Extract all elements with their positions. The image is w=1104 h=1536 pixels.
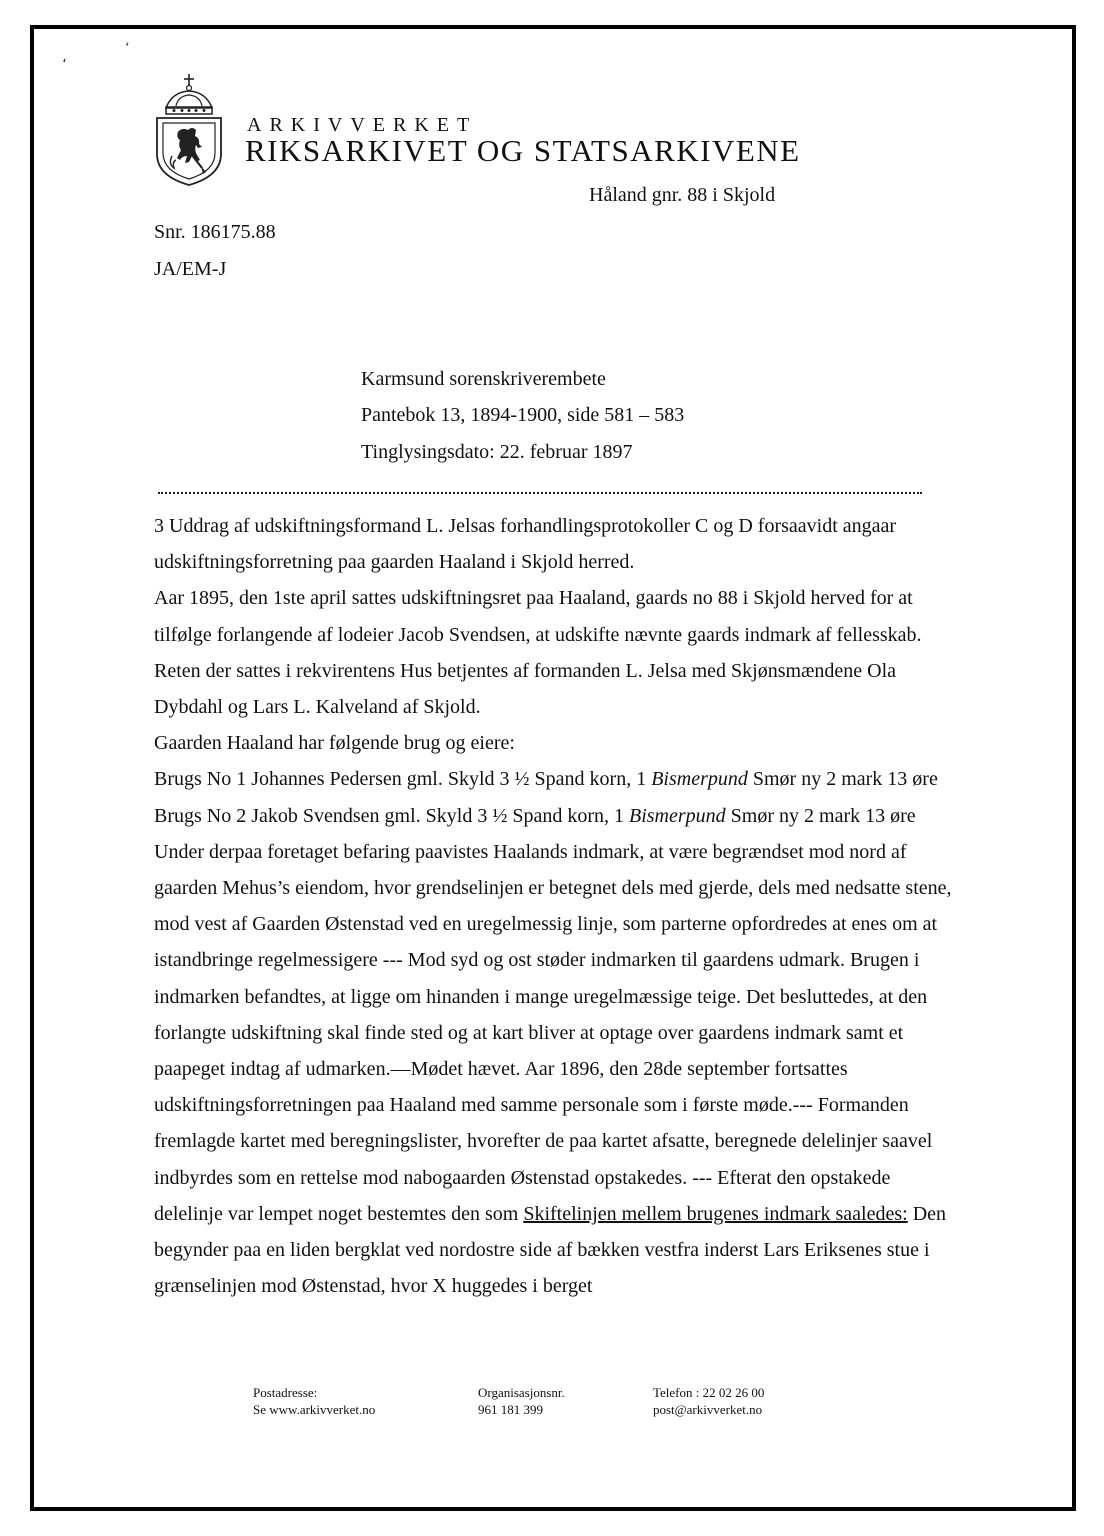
paragraph: Under derpaa foretaget befaring paavistes Haalands indmark, at være begrændset mod nord af gaarden Mehus’s eiendom, hvor grendselinjen er betegnet dels med gjerde, dels med nedsatte stene, mod vest af Gaarden Østenstad ved en uregelmessig linje, som parterne opfordredes at enes om at istandbringe regelmessigere --- Mod syd og ost støder indmarken til gaardens udmark. Brugen i indmarken befandtes, at ligge om hinanden i mange uregelmæssige teige. Det besluttedes, at den forlangte udskiftning skal finde sted og at kart bliver at optage over gaardens indmark samt et paapeget indtag af udmarken.—Mødet hævet. Aar 1896, den 28de september fortsattes udskiftningsforretningen paa Haaland med samme personale som i første møde.--- Formanden fremlagde kartet med beregningslister, hvorefter de paa kartet afsatte, beregnede delelinjer saavel indbyrdes som en rettelse mod nabogaarden Østenstad opstakedes. --- Efterat den opstakede delelinje var lempet noget bestemtes den som Skiftelinjen mellem brugenes indmark saaledes: Den begynder paa en liden bergklat ved nordostre side af bækken vestfra inderst Lars Eriksenes stue i grænselinjen mod Østenstad, hvor X huggedes i berget: [154, 840, 952, 1298]
footer-org: Organisasjonsnr. 961 181 399: [478, 1385, 565, 1417]
italic-term: Bismerpund: [651, 768, 748, 791]
source-date: Tinglysingsdato: 22. februar 1897: [361, 441, 633, 463]
paragraph: Brugs No 1 Johannes Pedersen gml. Skyld 3 ½ Spand korn, 1 Bismerpund Smør ny 2 mark 13 øre: [154, 768, 938, 791]
norway-coat-of-arms-icon: [152, 72, 226, 188]
footer-contact: Telefon : 22 02 26 00 post@arkivverket.no: [653, 1385, 765, 1417]
scan-speck: ʻ: [125, 40, 130, 55]
org-name-small: ARKIVVERKET: [247, 114, 478, 136]
source-book: Pantebok 13, 1894-1900, side 581 – 583: [361, 404, 685, 426]
case-initials: JA/EM-J: [154, 258, 227, 280]
italic-term: Bismerpund: [629, 804, 726, 827]
property-title: Håland gnr. 88 i Skjold: [589, 184, 776, 206]
paragraph: Aar 1895, den 1ste april sattes udskiftningsret paa Haaland, gaards no 88 i Skjold herved for at tilfølge forlangende af lodeier Jacob Svendsen, at udskifte nævnte gaards indmark af fellesskab. Reten der sattes i rekvirentens Hus betjentes af formanden L. Jelsa med Skjønsmændene Ola Dybdahl og Lars L. Kalveland af Skjold.: [154, 587, 922, 719]
paragraph: Gaarden Haaland har følgende brug og eiere:: [154, 732, 515, 755]
underlined-heading: Skiftelinjen mellem brugenes indmark saaledes:: [523, 1202, 908, 1225]
org-name-large: RIKSARKIVET OG STATSARKIVENE: [245, 133, 801, 168]
transcript-body: [154, 508, 964, 1304]
divider: [158, 492, 922, 494]
case-number: Snr. 186175.88: [154, 221, 276, 243]
source-office: Karmsund sorenskriverembete: [361, 368, 606, 390]
paragraph: 3 Uddrag af udskiftningsformand L. Jelsas forhandlingsprotokoller C og D forsaavidt angaar udskiftningsforretning paa gaarden Haaland i Skjold herred.: [154, 515, 897, 574]
paragraph: Brugs No 2 Jakob Svendsen gml. Skyld 3 ½ Spand korn, 1 Bismerpund Smør ny 2 mark 13 øre: [154, 804, 916, 827]
footer-address: Postadresse: Se www.arkivverket.no: [253, 1385, 376, 1417]
scan-speck: ،: [62, 51, 67, 66]
